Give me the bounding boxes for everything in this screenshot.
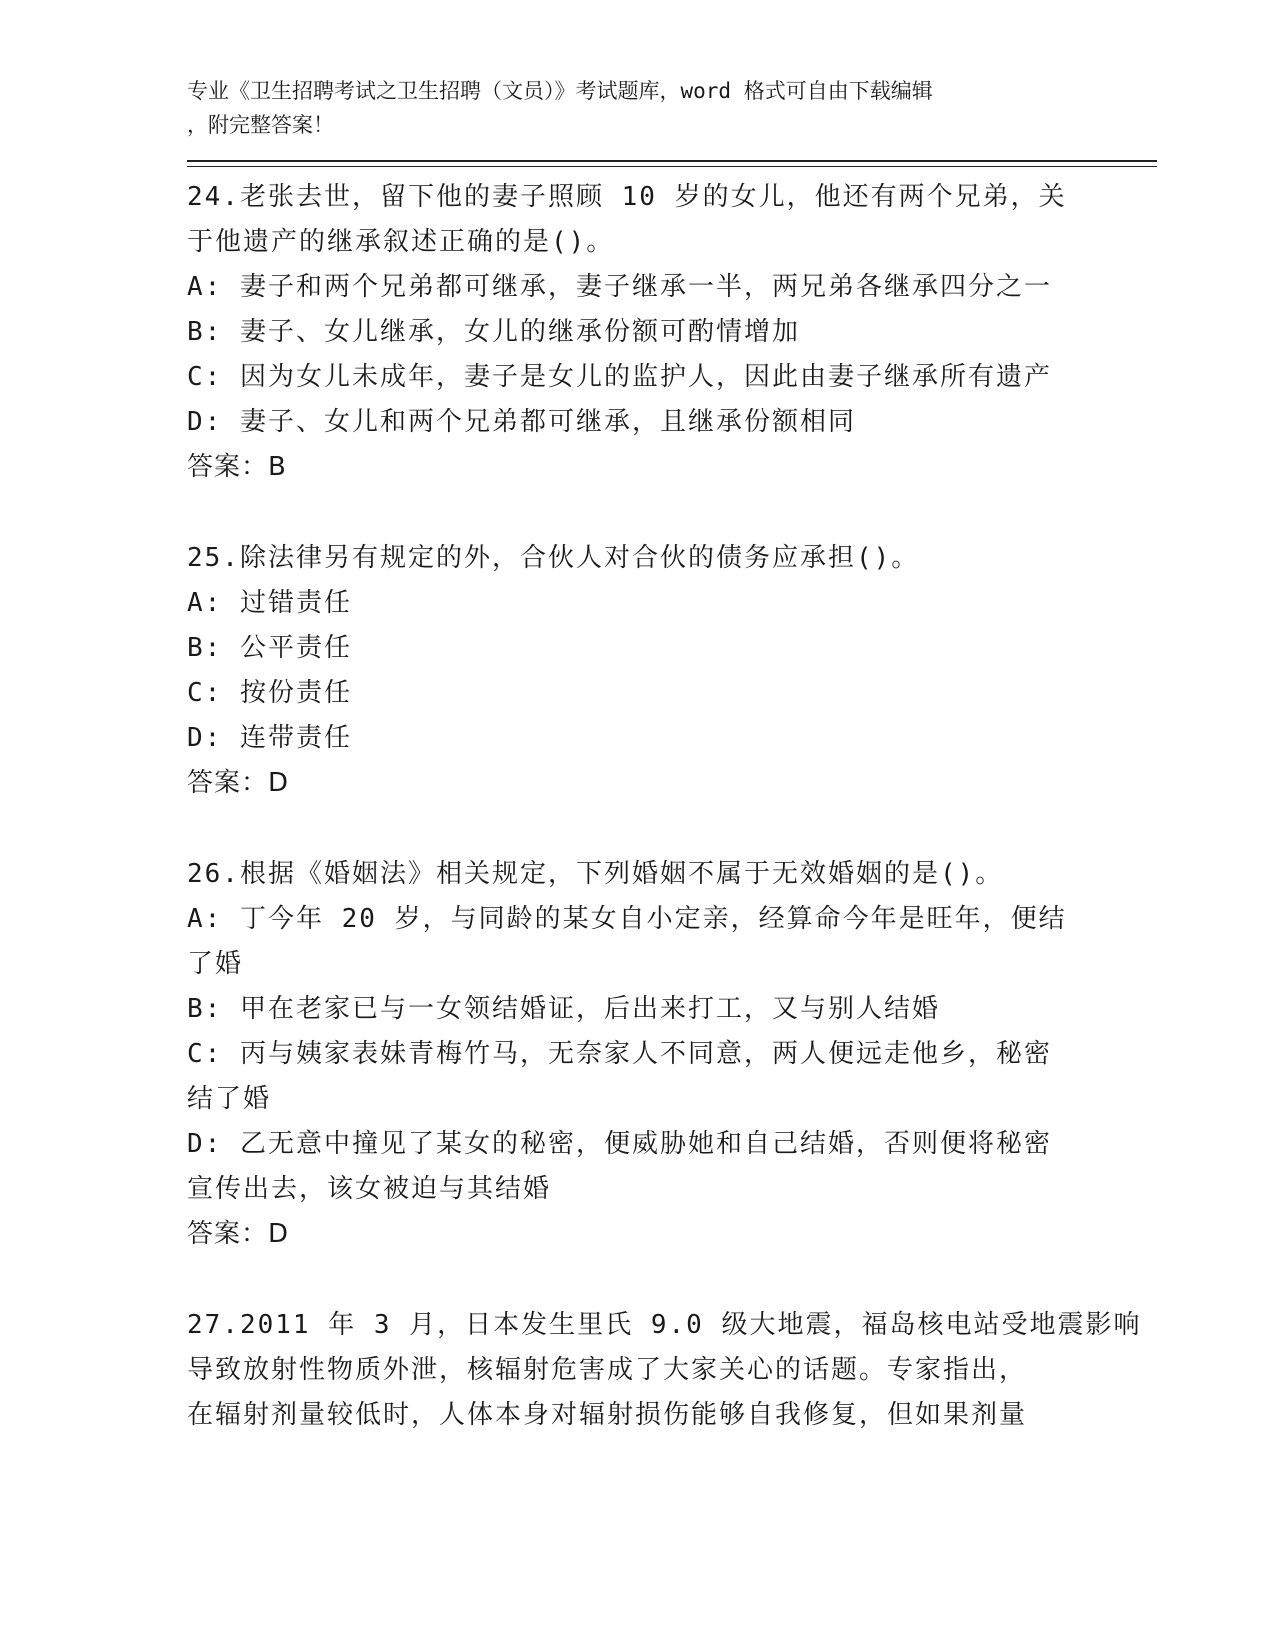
option-d: D: 乙无意中撞见了某女的秘密，便威胁她和自己结婚，否则便将秘密 (187, 1129, 1052, 1159)
option-d: D: 连带责任 (187, 723, 352, 753)
question-text-line: 26.根据《婚姻法》相关规定，下列婚姻不属于无效婚姻的是()。 (187, 859, 1004, 889)
answer-line: 答案：D (187, 768, 290, 798)
question-25 (187, 536, 1157, 806)
question-text-line: 25.除法律另有规定的外，合伙人对合伙的债务应承担()。 (187, 543, 920, 573)
question-26 (187, 852, 1157, 1257)
option-b: B: 妻子、女儿继承，女儿的继承份额可酌情增加 (187, 317, 800, 347)
question-text-line: 在辐射剂量较低时，人体本身对辐射损伤能够自我修复，但如果剂量 (187, 1400, 1028, 1430)
option-a: A: 妻子和两个兄弟都可继承，妻子继承一半，两兄弟各继承四分之一 (187, 272, 1052, 302)
option-a: A: 丁今年 20 岁，与同龄的某女自小定亲，经算命今年是旺年，便结 (187, 904, 1067, 934)
option-c: C: 丙与姨家表妹青梅竹马，无奈家人不同意，两人便远走他乡，秘密 (187, 1039, 1052, 1069)
document-header (187, 74, 1157, 142)
option-d: D: 妻子、女儿和两个兄弟都可继承，且继承份额相同 (187, 407, 856, 437)
option-c-continued: 结了婚 (187, 1084, 272, 1114)
header-line-2: ，附完整答案！ (187, 113, 334, 137)
option-b: B: 甲在老家已与一女领结婚证，后出来打工，又与别人结婚 (187, 994, 940, 1024)
header-divider (187, 160, 1157, 167)
question-text-line: 于他遗产的继承叙述正确的是()。 (187, 227, 615, 257)
question-list (187, 175, 1157, 1438)
question-27 (187, 1303, 1157, 1438)
option-a-continued: 了婚 (187, 949, 244, 979)
answer-line: 答案：D (187, 1219, 290, 1249)
question-24 (187, 175, 1157, 490)
question-text-line: 导致放射性物质外泄，核辐射危害成了大家关心的话题。专家指出， (187, 1355, 1028, 1385)
option-d-continued: 宣传出去，该女被迫与其结婚 (187, 1174, 552, 1204)
option-a: A: 过错责任 (187, 588, 352, 618)
document-page (187, 74, 1157, 1438)
option-c: C: 按份责任 (187, 678, 352, 708)
option-c: C: 因为女儿未成年，妻子是女儿的监护人，因此由妻子继承所有遗产 (187, 362, 1052, 392)
header-line-1: 专业《卫生招聘考试之卫生招聘（文员）》考试题库，word 格式可自由下载编辑 (187, 79, 933, 103)
answer-line: 答案：B (187, 452, 287, 482)
question-text-line: 27.2011 年 3 月，日本发生里氏 9.0 级大地震，福岛核电站受地震影响 (187, 1310, 1142, 1340)
option-b: B: 公平责任 (187, 633, 352, 663)
question-text-line: 24.老张去世，留下他的妻子照顾 10 岁的女儿，他还有两个兄弟，关 (187, 182, 1067, 212)
